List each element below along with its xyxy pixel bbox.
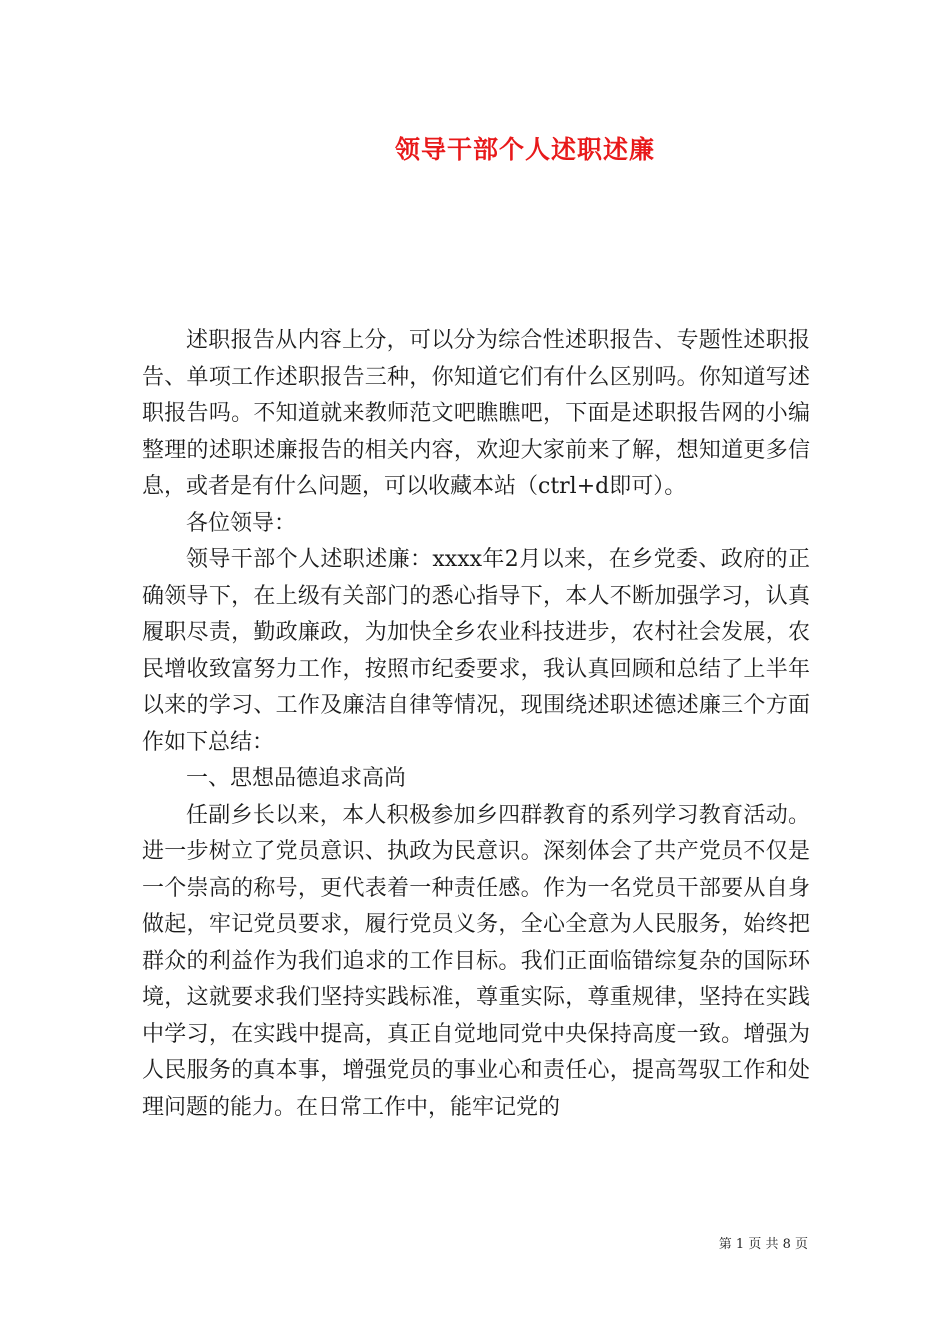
paragraph-summary: 领导干部个人述职述廉：xxxx年2月以来，在乡党委、政府的正确领导下，在上级有关部门的悉心指导下，本人不断加强学习，认真履职尽责，勤政廉政，为加快全乡农业科技进步，农村社会发展，农民增收致富努力工作，按照市纪委要求，我认真回顾和总结了上半年以来的学习、工作及廉洁自律等情况，现围绕述职述德述廉三个方面作如下总结： — [142, 547, 810, 755]
paragraph-section-1: 任副乡长以来，本人积极参加乡四群教育的系列学习教育活动。进一步树立了党员意识、执政为民意识。深刻体会了共产党员不仅是一个崇高的称号，更代表着一种责任感。作为一名党员干部要从自身做起，牢记党员要求，履行党员义务，全心全意为人民服务，始终把群众的利益作为我们追求的工作目标。我们正面临错综复杂的国际环境，这就要求我们坚持实践标准，尊重实际，尊重规律，坚持在实践中学习，在实践中提高，真正自觉地同党中央保持高度一致。增强为人民服务的真本事，增强党员的事业心和责任心，提高驾驭工作和处理问题的能力。在日常工作中，能牢记党的 — [142, 802, 810, 1120]
section-heading-1: 一、思想品德追求高尚 — [186, 766, 407, 791]
paragraph-salutation: 各位领导： — [186, 510, 297, 536]
page-number-footer: 第 1 页 共 8 页 — [718, 1237, 808, 1252]
paragraph-intro: 述职报告从内容上分，可以分为综合性述职报告、专题性述职报告、单项工作述职报告三种，你知道它们有什么区别吗。你知道写述职报告吗。不知道就来教师范文吧瞧瞧吧，下面是述职报告网的小编整理的述职述廉报告的相关内容，欢迎大家前来了解，想知道更多信息，或者是有什么问题，可以收藏本站（ctrl+d即可）。 — [142, 328, 810, 499]
document-title: 领导干部个人述职述廉 — [394, 135, 655, 164]
document-body — [142, 323, 810, 1126]
